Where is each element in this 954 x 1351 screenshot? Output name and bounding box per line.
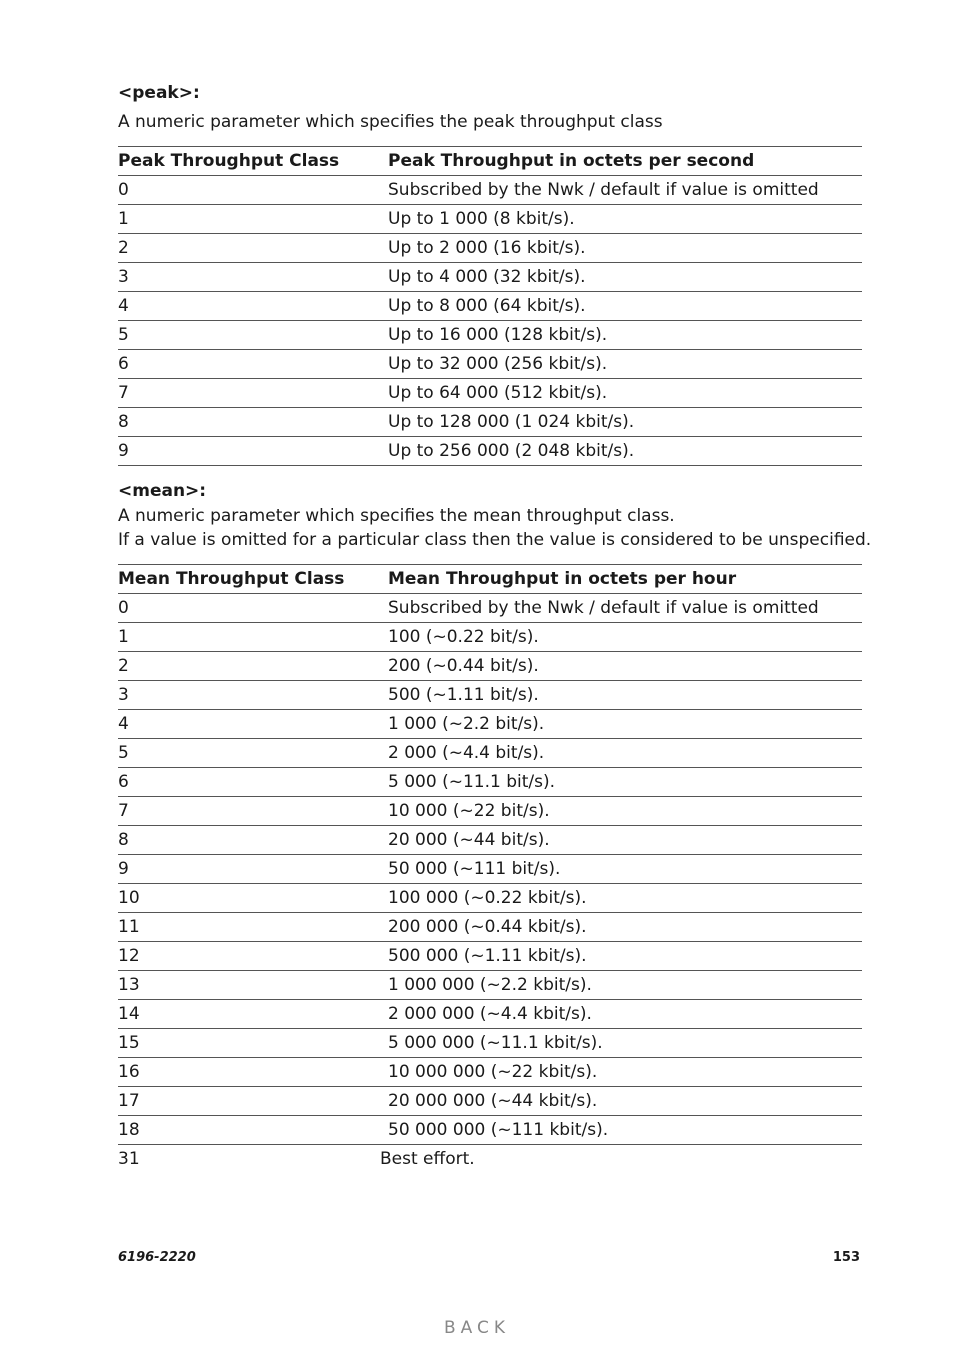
throughput-cell: Best effort.	[380, 1149, 475, 1169]
class-cell: 9	[118, 437, 388, 466]
table-row	[118, 205, 862, 234]
throughput-cell: 5 000 (~11.1 bit/s).	[388, 768, 862, 797]
class-cell: 12	[118, 942, 388, 971]
class-cell: 3	[118, 681, 388, 710]
class-cell: 1	[118, 205, 388, 234]
throughput-cell: Up to 2 000 (16 kbit/s).	[388, 234, 862, 263]
table-row	[118, 263, 862, 292]
class-cell: 7	[118, 797, 388, 826]
throughput-cell: Subscribed by the Nwk / default if value is omitted	[388, 176, 862, 205]
class-cell: 15	[118, 1029, 388, 1058]
table-row	[118, 710, 862, 739]
peak-throughput-table	[118, 146, 862, 466]
throughput-cell: Up to 32 000 (256 kbit/s).	[388, 350, 862, 379]
class-cell: 5	[118, 739, 388, 768]
mean-description-line-1: A numeric parameter which specifies the mean throughput class.	[118, 506, 675, 526]
table-row	[118, 408, 862, 437]
table-row	[118, 826, 862, 855]
class-cell: 4	[118, 292, 388, 321]
class-cell: 17	[118, 1087, 388, 1116]
table-row	[118, 594, 862, 623]
table-row	[118, 884, 862, 913]
throughput-cell: Up to 8 000 (64 kbit/s).	[388, 292, 862, 321]
throughput-cell: 1 000 (~2.2 bit/s).	[388, 710, 862, 739]
column-header: Peak Throughput Class	[118, 147, 388, 176]
class-cell: 5	[118, 321, 388, 350]
table-row	[118, 623, 862, 652]
class-cell: 8	[118, 408, 388, 437]
throughput-cell: 2 000 (~4.4 bit/s).	[388, 739, 862, 768]
throughput-cell: 200 (~0.44 bit/s).	[388, 652, 862, 681]
table-row	[118, 234, 862, 263]
peak-table-body	[118, 176, 862, 466]
throughput-cell: 50 000 000 (~111 kbit/s).	[388, 1116, 862, 1145]
table-row	[118, 1087, 862, 1116]
class-cell: 18	[118, 1116, 388, 1145]
class-cell: 31	[118, 1149, 140, 1169]
table-row	[118, 1145, 862, 1174]
class-cell: 3	[118, 263, 388, 292]
mean-table-body	[118, 594, 862, 1174]
class-cell: 2	[118, 234, 388, 263]
table-row	[118, 176, 862, 205]
class-cell: 0	[118, 594, 388, 623]
class-cell: 1	[118, 623, 388, 652]
throughput-cell: Subscribed by the Nwk / default if value is omitted	[388, 594, 862, 623]
class-cell: 10	[118, 884, 388, 913]
throughput-cell: 20 000 (~44 bit/s).	[388, 826, 862, 855]
mean-throughput-table	[118, 564, 862, 1173]
table-row	[118, 942, 862, 971]
table-row	[118, 681, 862, 710]
document-number: 6196-2220	[118, 1250, 196, 1265]
table-row	[118, 1116, 862, 1145]
table-row	[118, 971, 862, 1000]
mean-description-line-2: If a value is omitted for a particular class then the value is considered to be unspecified.	[118, 530, 872, 550]
class-cell: 11	[118, 913, 388, 942]
table-row	[118, 1000, 862, 1029]
table-row	[118, 739, 862, 768]
throughput-cell: Up to 256 000 (2 048 kbit/s).	[388, 437, 862, 466]
table-row	[118, 855, 862, 884]
class-cell: 16	[118, 1058, 388, 1087]
page-number: 153	[832, 1250, 860, 1265]
table-row	[118, 350, 862, 379]
table-row	[118, 1029, 862, 1058]
table-row	[118, 379, 862, 408]
table-header-row	[118, 147, 862, 176]
throughput-cell: 20 000 000 (~44 kbit/s).	[388, 1087, 862, 1116]
throughput-cell: Up to 4 000 (32 kbit/s).	[388, 263, 862, 292]
column-header: Mean Throughput Class	[118, 565, 388, 594]
class-cell: 4	[118, 710, 388, 739]
mean-heading: <mean>:	[118, 481, 207, 501]
table-row	[118, 437, 862, 466]
table-row	[118, 768, 862, 797]
throughput-cell: 500 000 (~1.11 kbit/s).	[388, 942, 862, 971]
table-row	[118, 1058, 862, 1087]
throughput-cell: 50 000 (~111 bit/s).	[388, 855, 862, 884]
throughput-cell: 10 000 000 (~22 kbit/s).	[388, 1058, 862, 1087]
class-cell: 8	[118, 826, 388, 855]
class-cell: 9	[118, 855, 388, 884]
class-cell: 0	[118, 176, 388, 205]
class-cell: 6	[118, 768, 388, 797]
column-header: Mean Throughput in octets per hour	[388, 565, 862, 594]
throughput-cell: 100 (~0.22 bit/s).	[388, 623, 862, 652]
throughput-cell: Up to 128 000 (1 024 kbit/s).	[388, 408, 862, 437]
table-row	[118, 292, 862, 321]
class-cell: 6	[118, 350, 388, 379]
throughput-cell: 100 000 (~0.22 kbit/s).	[388, 884, 862, 913]
peak-heading: <peak>:	[118, 83, 200, 103]
table-header-row	[118, 565, 862, 594]
throughput-cell: 200 000 (~0.44 kbit/s).	[388, 913, 862, 942]
class-cell: 2	[118, 652, 388, 681]
class-cell: 13	[118, 971, 388, 1000]
throughput-cell: 1 000 000 (~2.2 kbit/s).	[388, 971, 862, 1000]
throughput-cell: 10 000 (~22 bit/s).	[388, 797, 862, 826]
table-row	[118, 652, 862, 681]
throughput-cell: Up to 16 000 (128 kbit/s).	[388, 321, 862, 350]
class-cell: 7	[118, 379, 388, 408]
table-row	[118, 797, 862, 826]
class-cell: 14	[118, 1000, 388, 1029]
throughput-cell: Up to 64 000 (512 kbit/s).	[388, 379, 862, 408]
table-row	[118, 321, 862, 350]
throughput-cell: 5 000 000 (~11.1 kbit/s).	[388, 1029, 862, 1058]
throughput-cell: 500 (~1.11 bit/s).	[388, 681, 862, 710]
column-header: Peak Throughput in octets per second	[388, 147, 862, 176]
back-link[interactable]: BACK	[443, 1318, 510, 1338]
throughput-cell: Up to 1 000 (8 kbit/s).	[388, 205, 862, 234]
throughput-cell: 2 000 000 (~4.4 kbit/s).	[388, 1000, 862, 1029]
peak-description: A numeric parameter which specifies the peak throughput class	[118, 112, 663, 132]
table-row	[118, 913, 862, 942]
